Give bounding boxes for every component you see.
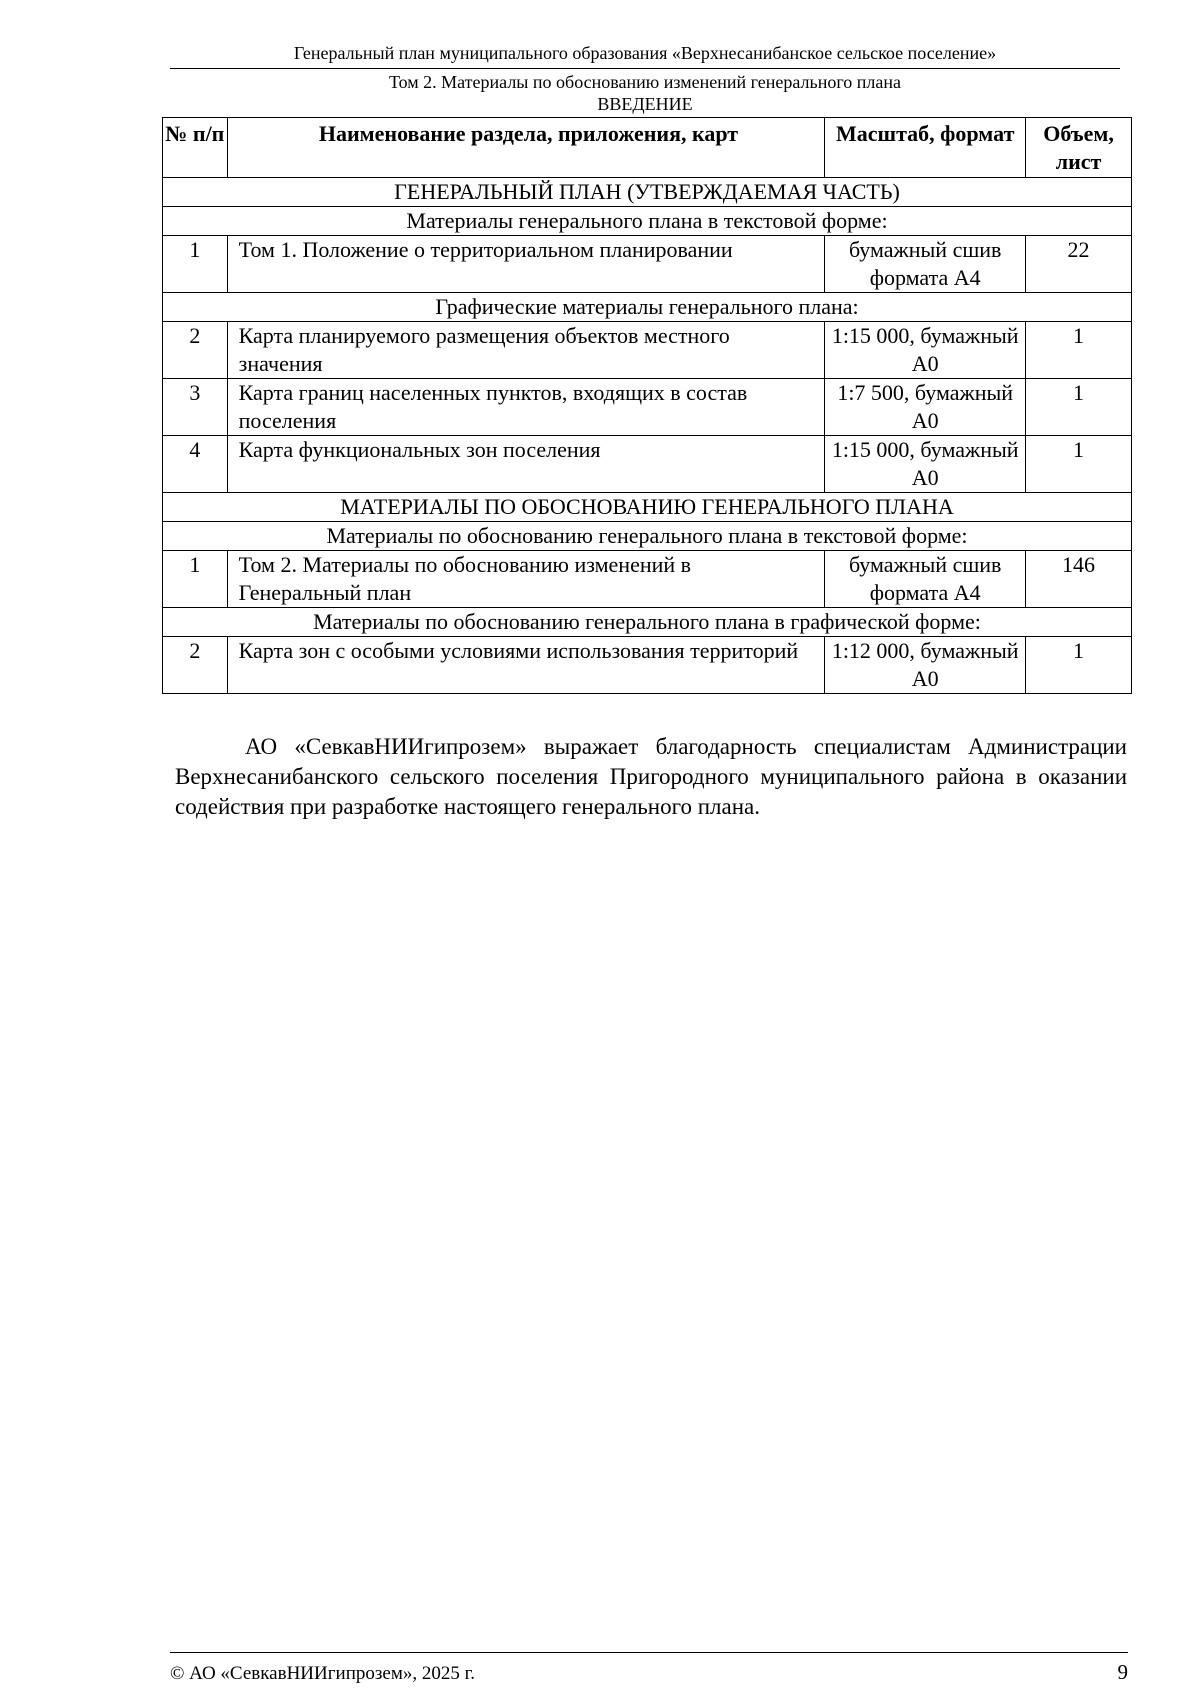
section-title: МАТЕРИАЛЫ ПО ОБОСНОВАНИЮ ГЕНЕРАЛЬНОГО ПЛАНА <box>163 493 1132 522</box>
row-name: Том 1. Положение о территориальном планировании <box>227 236 825 293</box>
header-name: Наименование раздела, приложения, карт <box>227 118 825 178</box>
header-divider <box>170 68 1120 69</box>
running-header-title: Генеральный план муниципального образования «Верхнесанибанское сельское поселение» <box>293 43 997 63</box>
header-scale: Масштаб, формат <box>825 118 1026 178</box>
row-volume: 1 <box>1026 436 1132 493</box>
row-name: Том 2. Материалы по обоснованию изменений в Генеральный план <box>227 551 825 608</box>
row-scale: бумажный сшив формата А4 <box>825 236 1026 293</box>
row-num: 1 <box>163 236 228 293</box>
documents-table <box>162 117 1132 694</box>
row-scale: 1:7 500, бумажный А0 <box>825 379 1026 436</box>
row-name: Карта границ населенных пунктов, входящих в состав поселения <box>227 379 825 436</box>
row-name: Карта функциональных зон поселения <box>227 436 825 493</box>
row-num: 4 <box>163 436 228 493</box>
running-header-volume: Том 2. Материалы по обоснованию изменений генерального плана <box>388 72 902 92</box>
table-row <box>163 436 1132 493</box>
row-volume: 1 <box>1026 322 1132 379</box>
table-row <box>163 322 1132 379</box>
header-volume: Объем, лист <box>1026 118 1132 178</box>
row-scale: 1:15 000, бумажный А0 <box>825 322 1026 379</box>
table-row <box>163 551 1132 608</box>
acknowledgement-paragraph: АО «СевкавНИИгипрозем» выражает благодарность специалистам Администрации Верхнесанибанского сельского поселения Пригородного муниципального района в оказании содействия при разработке настоящего генерального плана. <box>175 734 1127 819</box>
table-row <box>163 379 1132 436</box>
row-volume: 1 <box>1026 637 1132 694</box>
row-num: 1 <box>163 551 228 608</box>
subsection-title: Материалы по обоснованию генерального плана в графической форме: <box>163 608 1132 637</box>
subsection-title: Графические материалы генерального плана: <box>163 293 1132 322</box>
row-num: 2 <box>163 322 228 379</box>
table-row <box>163 236 1132 293</box>
table-header-row <box>163 118 1132 178</box>
row-name: Карта зон с особыми условиями использования территорий <box>227 637 825 694</box>
row-volume: 146 <box>1026 551 1132 608</box>
row-volume: 1 <box>1026 379 1132 436</box>
row-volume: 22 <box>1026 236 1132 293</box>
page-number: 9 <box>1117 1660 1128 1684</box>
row-num: 2 <box>163 637 228 694</box>
section-title: ГЕНЕРАЛЬНЫЙ ПЛАН (УТВЕРЖДАЕМАЯ ЧАСТЬ) <box>163 178 1132 207</box>
footer-divider <box>170 1652 1128 1653</box>
row-scale: бумажный сшив формата А4 <box>825 551 1026 608</box>
row-scale: 1:12 000, бумажный А0 <box>825 637 1026 694</box>
header-num: № п/п <box>163 118 228 178</box>
row-num: 3 <box>163 379 228 436</box>
running-header-section: ВВЕДЕНИЕ <box>597 94 693 114</box>
row-scale: 1:15 000, бумажный А0 <box>825 436 1026 493</box>
subsection-title: Материалы генерального плана в текстовой форме: <box>163 207 1132 236</box>
footer-copyright: © АО «СевкавНИИгипрозем», 2025 г. <box>170 1663 475 1684</box>
table-row <box>163 637 1132 694</box>
subsection-title: Материалы по обоснованию генерального плана в текстовой форме: <box>163 522 1132 551</box>
row-name: Карта планируемого размещения объектов местного значения <box>227 322 825 379</box>
